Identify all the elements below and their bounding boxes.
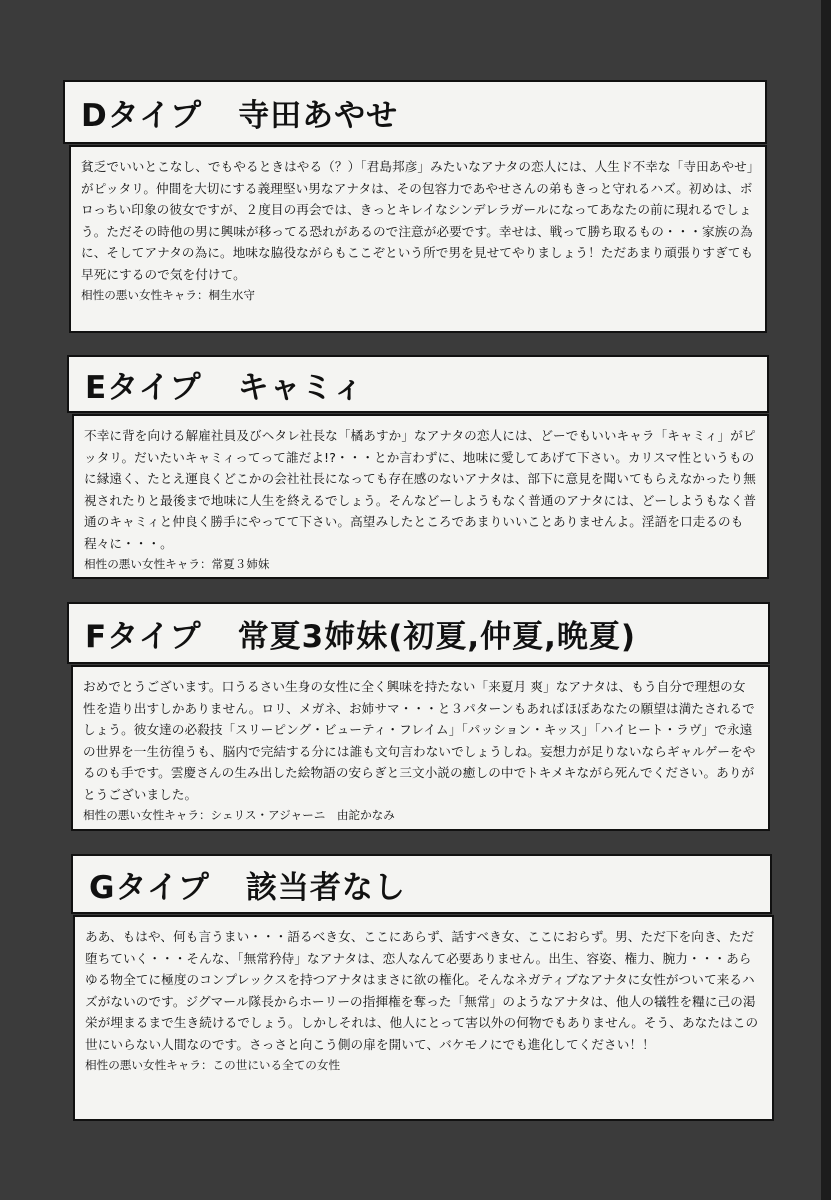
description: おめでとうございます。口うるさい生身の女性に全く興味を持たない「来夏月 爽」なアナタは、もう自分で理想の女性を造り出すしかありません。ロリ、メガネ、お姉サマ・・・と３パターンもあればほぼあなたの願望は満たされるでしょう。彼女達の必殺技「スリーピング・ビューティ・フレイム」「パッション・キッス」「ハイヒート・ラヴ」で永遠の世界を一生彷徨うも、脳内で完結する分には誰も文句言わないでしょうしね。妄想力が足りないならギャルゲーをやるのも手です。雲慶さんの生み出した絵物語の安らぎと三文小説の癒しの中でトキメキながら死んでください。ありがとうございました。 [83, 679, 756, 802]
character-name: キャミィ [237, 369, 365, 406]
description: 不幸に背を向ける解雇社員及びヘタレ社長な「橘あすか」なアナタの恋人には、どーでもいいキャラ「キャミィ」がピッタリ。だいたいキャミィってって誰だよ!?・・・とか言わずに、地味に愛してあげて下さい。カリスマ性というものに縁遠く、たとえ運良くどこかの会社社長になっても存在感のないアナタは、部下に意見を聞いてもらえなかったり無視されたりと最後まで地味に人生を終えるでしょう。そんなどーしようもなく普通のアナタには、どーしようもなく普通のキャミィと仲良く勝手にやってて下さい。高望みしたところであまりいいことありませんよ。淫語を口走るのも程々に・・・。 [84, 428, 757, 551]
character-name: 寺田あやせ [238, 97, 399, 134]
section-g-body [73, 915, 774, 1121]
bad-match: 相性の悪い女性キャラ：桐生水守 [81, 287, 255, 302]
character-name: 常夏3姉妹(初夏,仲夏,晩夏) [237, 618, 637, 655]
page-edge [821, 0, 831, 1200]
bad-match: 相性の悪い女性キャラ：常夏３姉妹 [84, 556, 270, 571]
section-f-title [67, 602, 770, 664]
section-f-body [71, 665, 770, 831]
character-name: 該当者なし [245, 869, 406, 906]
type-label: Fタイプ [85, 618, 202, 655]
description: 貧乏でいいとこなし、でもやるときはやる（？）「君島邦彦」みたいなアナタの恋人には、人生ド不幸な「寺田あやせ」がピッタリ。仲間を大切にする義理堅い男なアナタは、その包容力であやせさんの弟もきっと守れるハズ。初めは、ボロっちい印象の彼女ですが、２度目の再会では、きっとキレイなシンデレラガールになってあなたの前に現れるでしょう。ただその時他の男に興味が移ってる恐れがあるので注意が必要です。幸せは、戦って勝ち取るもの・・・家族の為に、そしてアナタの為に。地味な脇役ながらもここぞという所で男を見せてやりましょう！ただあまり頑張りすぎても早死にするので気を付けて。 [81, 159, 754, 282]
section-d-title [63, 80, 767, 144]
type-label: Gタイプ [89, 869, 210, 906]
section-e-title [67, 355, 769, 413]
type-label: Eタイプ [85, 369, 202, 406]
bad-match: 相性の悪い女性キャラ：シェリス・アジャーニ 由詑かなみ [83, 807, 395, 822]
type-label: Dタイプ [81, 97, 203, 134]
description: ああ、もはや、何も言うまい・・・語るべき女、ここにあらず、話すべき女、ここにおらず。男、ただ下を向き、ただ堕ちていく・・・そんな、「無常矜侍」なアナタは、恋人なんて必要ありません。出生、容姿、権力、腕力・・・あらゆる物全てに極度のコンプレックスを持つアナタはまさに欲の権化。そんなネガティブなアナタに女性がついて来るハズがないのです。ジグマール隊長からホーリーの指揮権を奪った「無常」のようなアナタは、他人の犠牲を糧に己の渇栄が埋まるまで生き続けるでしょう。しかしそれは、他人にとって害以外の何物でもありません。そう、あなたはこの世にいらない人間なのです。さっさと向こう側の扉を開いて、バケモノにでも進化してください！！ [85, 929, 759, 1052]
section-g-title [71, 854, 772, 914]
section-e-body [72, 414, 769, 579]
bad-match: 相性の悪い女性キャラ：この世にいる全ての女性 [85, 1057, 341, 1072]
section-d-body [69, 145, 767, 333]
